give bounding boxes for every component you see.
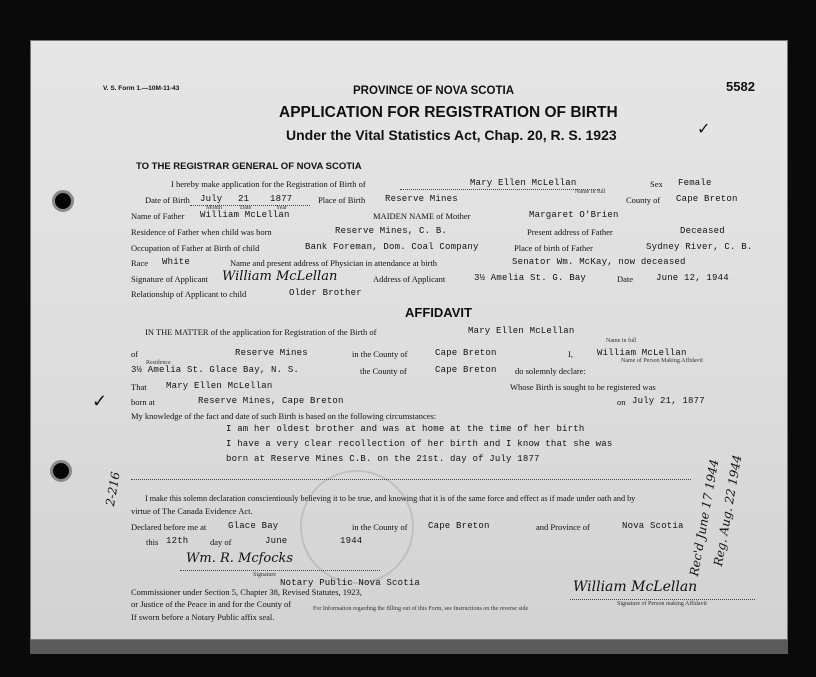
signature-caption: Signature xyxy=(253,572,276,578)
declared-place: Glace Bay xyxy=(228,521,279,531)
physician-value: Senator Wm. McKay, now deceased xyxy=(512,257,686,267)
official-title: Notary Public Nova Scotia xyxy=(280,578,421,588)
place-of-birth-label: Place of Birth xyxy=(318,195,366,205)
intro-text: I hereby make application for the Registration of Birth of xyxy=(171,179,366,189)
dob-month: July xyxy=(200,194,223,204)
father-birthplace-label: Place of birth of Father xyxy=(514,243,593,253)
form-title: APPLICATION FOR REGISTRATION OF BIRTH xyxy=(279,104,618,121)
mother-label: MAIDEN NAME of Mother xyxy=(373,211,471,221)
that-label: That xyxy=(131,382,147,392)
relationship-label: Relationship of Applicant to child xyxy=(131,289,247,299)
name-in-full-caption-2: Name in full xyxy=(606,338,637,344)
province-heading: PROVINCE OF NOVA SCOTIA xyxy=(353,85,515,97)
on-date: July 21, 1877 xyxy=(632,396,705,406)
matter-intro: IN THE MATTER of the application for Registration of the Birth of xyxy=(145,327,377,337)
knowledge-intro: My knowledge of the fact and date of such Birth is based on the following circumstances: xyxy=(131,411,437,421)
margin-note-registered: Reg. Aug. 22 1944 xyxy=(711,453,745,568)
signature-label: Signature of Applicant xyxy=(131,274,208,284)
occupation-label: Occupation of Father at Birth of child xyxy=(131,243,260,253)
child-name: Mary Ellen McLellan xyxy=(470,178,577,188)
applicant-signature: William McLellan xyxy=(222,269,338,284)
solemnly-text: do solemnly declare: xyxy=(515,366,586,376)
father-address-label: Present address of Father xyxy=(527,227,613,237)
sex-label: Sex xyxy=(650,179,663,189)
occupation-value: Bank Foreman, Dom. Coal Company xyxy=(305,242,479,252)
circumstance-line: born at Reserve Mines C.B. on the 21st. day of July 1877 xyxy=(226,454,540,464)
that-name: Mary Ellen McLellan xyxy=(166,381,273,391)
county-value: Cape Breton xyxy=(676,194,738,204)
page-edge xyxy=(30,640,788,654)
deponent-name: William McLellan xyxy=(597,348,687,358)
matter-name: Mary Ellen McLellan xyxy=(468,326,575,336)
form-subtitle: Under the Vital Statistics Act, Chap. 20, R. S. 1923 xyxy=(286,127,617,143)
physician-label: Name and present address of Physician in attendance at birth xyxy=(230,258,438,268)
notary-note: If sworn before a Notary Public affix seal. xyxy=(131,612,275,622)
father-label: Name of Father xyxy=(131,211,185,221)
declaration-line-2: virtue of The Canada Evidence Act. xyxy=(131,506,253,516)
applicant-address-label: Address of Applicant xyxy=(373,274,446,284)
sex-value: Female xyxy=(678,178,712,188)
residence-value: Reserve Mines, C. B. xyxy=(335,226,448,236)
race-label: Race xyxy=(131,258,148,268)
deponent-caption: Name of Person Making Affidavit xyxy=(621,358,703,364)
circumstance-line: I have a very clear recollection of her birth and I know that she was xyxy=(226,439,613,449)
deponent-signature-caption: Signature of Person making Affidavit xyxy=(617,601,707,607)
affidavit-heading: AFFIDAVIT xyxy=(405,305,472,320)
punch-hole-icon xyxy=(50,460,72,482)
check-mark-icon: ✓ xyxy=(697,121,711,138)
relationship-value: Older Brother xyxy=(289,288,362,298)
declared-county: Cape Breton xyxy=(428,521,490,531)
date-label: Date xyxy=(617,274,634,284)
deponent-residence: 3½ Amelia St. Glace Bay, N. S. xyxy=(131,365,300,375)
born-at-value: Reserve Mines, Cape Breton xyxy=(198,396,344,406)
month-caption: Month xyxy=(206,205,223,211)
declared-county-label: in the County of xyxy=(352,522,408,532)
county2-label: the County of xyxy=(360,366,407,376)
addressee: TO THE REGISTRAR GENERAL OF NOVA SCOTIA xyxy=(136,161,362,172)
residence-label: Residence of Father when child was born xyxy=(131,227,272,237)
in-county-label: in the County of xyxy=(352,349,408,359)
form-code: V. S. Form 1.—10M-11-43 xyxy=(103,85,180,92)
official-signature: Wm. R. Mcfocks xyxy=(186,551,294,566)
circumstance-line: I am her oldest brother and was at home at the time of her birth xyxy=(226,424,585,434)
jp-text: or Justice of the Peace in and for the County of xyxy=(131,599,292,609)
dob-label: Date of Birth xyxy=(145,195,190,205)
name-in-full-caption: Name in full xyxy=(575,189,606,195)
month-value: June xyxy=(265,536,288,546)
i-label: I, xyxy=(568,349,573,359)
day-of-label: day of xyxy=(210,537,232,547)
applicant-address: 3½ Amelia St. G. Bay xyxy=(474,273,587,283)
of-label: of xyxy=(131,349,139,359)
dob-year: 1877 xyxy=(270,194,293,204)
in-county-value: Cape Breton xyxy=(435,348,497,358)
this-label: this xyxy=(146,537,159,547)
year-caption: Year xyxy=(276,205,288,211)
father-name: William McLellan xyxy=(200,210,290,220)
check-mark-icon: ✓ xyxy=(92,391,108,411)
declared-label: Declared before me at xyxy=(131,522,207,532)
county-label: County of xyxy=(626,195,661,205)
margin-number: 2-216 xyxy=(103,470,123,508)
born-at-label: born at xyxy=(131,397,155,407)
mother-name: Margaret O'Brien xyxy=(529,210,619,220)
on-label: on xyxy=(617,397,626,407)
footer-note: For Information regarding the filling out of this Form, see Instructions on the reverse side xyxy=(313,606,529,612)
year-value: 1944 xyxy=(340,536,363,546)
residence-caption: Residence xyxy=(146,360,171,366)
father-address: Deceased xyxy=(680,226,725,236)
province-label: and Province of xyxy=(536,522,590,532)
of-place: Reserve Mines xyxy=(235,348,308,358)
county2-value: Cape Breton xyxy=(435,365,497,375)
day-caption: Date xyxy=(240,205,252,211)
whose-birth-text: Whose Birth is sought to be registered was xyxy=(510,382,656,392)
serial-number: 5582 xyxy=(726,79,755,94)
punch-hole-icon xyxy=(52,190,74,212)
dob-day: 21 xyxy=(238,194,250,204)
race-value: White xyxy=(162,257,191,267)
place-of-birth: Reserve Mines xyxy=(385,194,458,204)
deponent-signature: William McLellan xyxy=(573,579,698,595)
margin-note-received: Rec'd June 17 1944 xyxy=(687,458,722,578)
father-birthplace: Sydney River, C. B. xyxy=(646,242,753,252)
application-date: June 12, 1944 xyxy=(656,273,729,283)
province-value: Nova Scotia xyxy=(622,521,684,531)
commissioner-text: Commissioner under Section 5, Chapter 38, Revised Statutes, 1923, xyxy=(131,587,362,597)
this-day: 12th xyxy=(166,536,189,546)
declaration-line-1: I make this solemn declaration conscientiously believing it to be true, and knowing that it is of the same force and effect as if made under oath and by xyxy=(145,494,636,503)
